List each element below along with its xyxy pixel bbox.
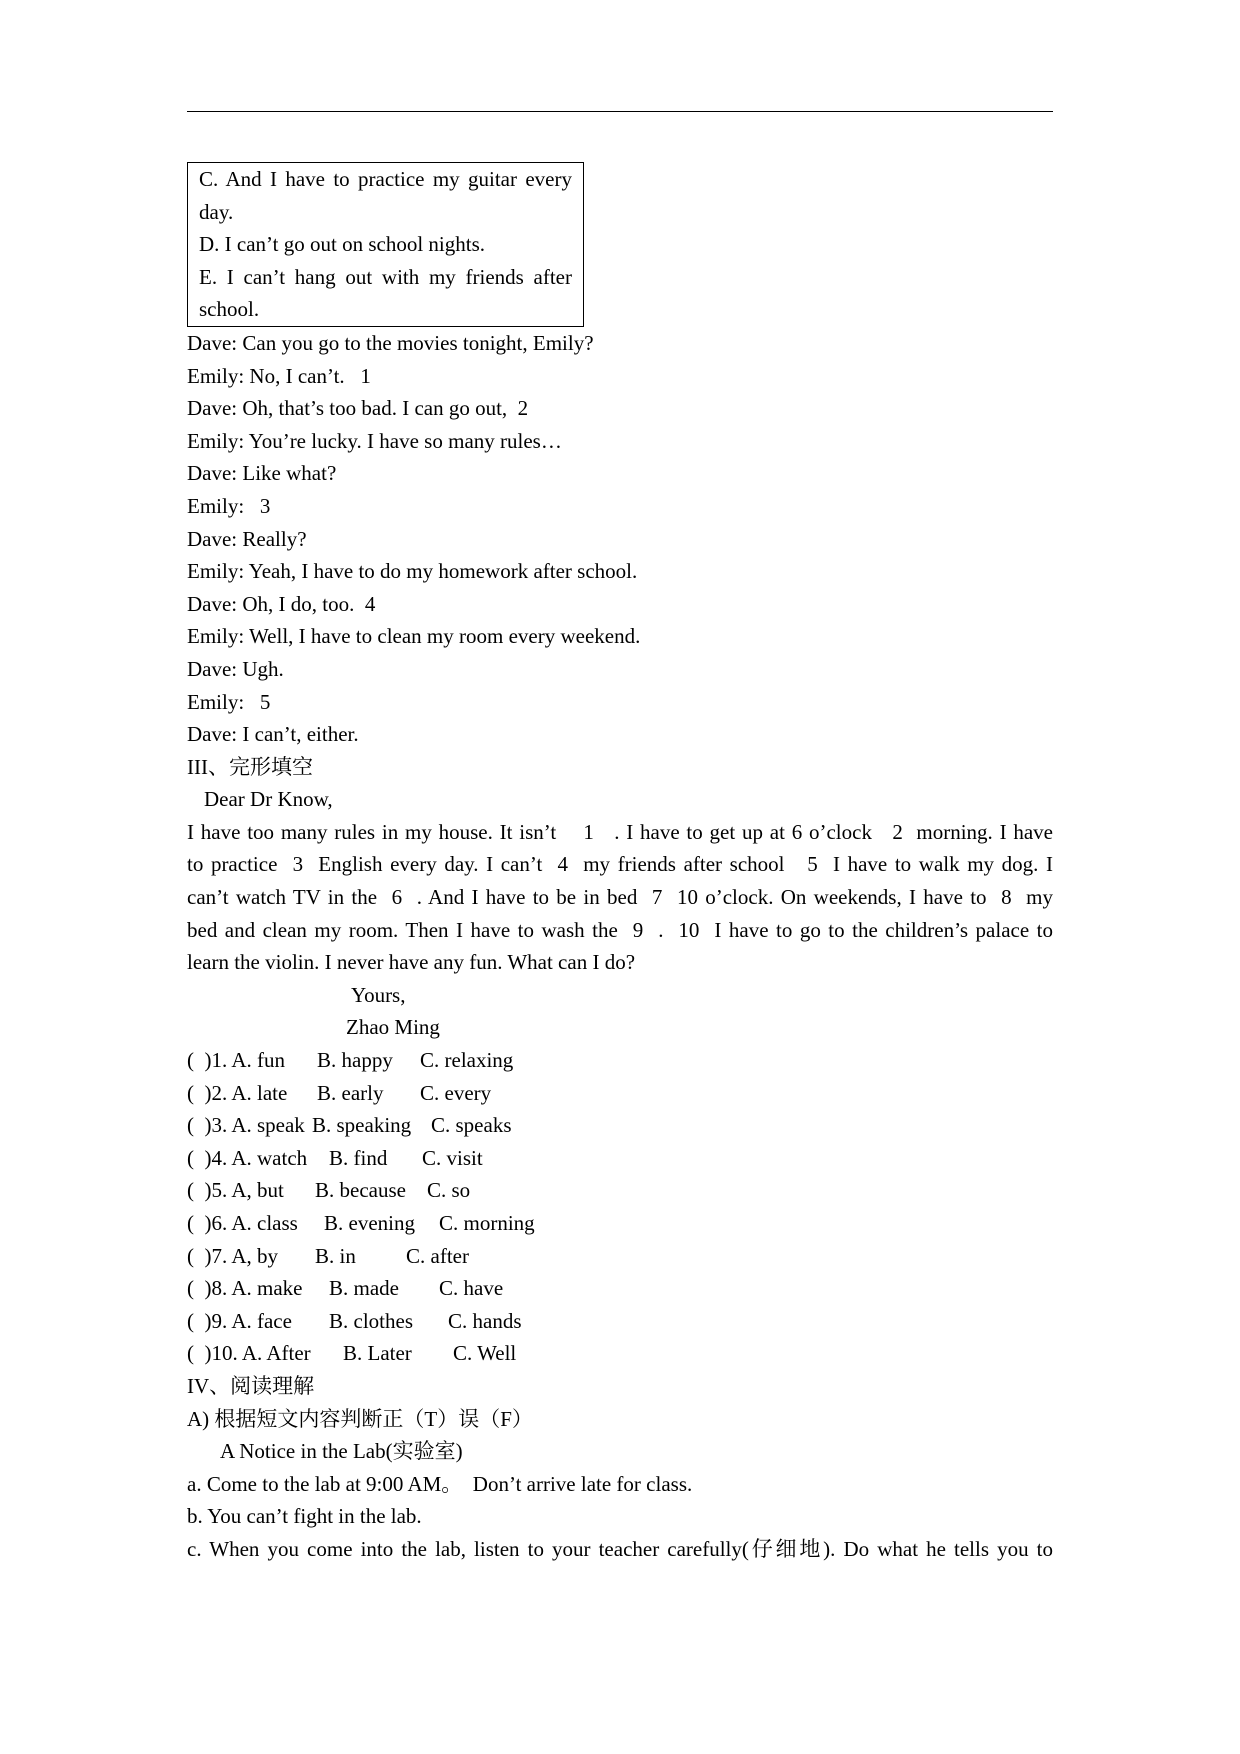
passage-line: learn the violin. I never have any fun. What can I do? — [187, 950, 636, 975]
question-option-a: ( )8. A. make — [187, 1276, 303, 1301]
dialogue-line: Emily: No, I can’t. 1 — [187, 363, 371, 388]
question-option-c: C. morning — [439, 1211, 535, 1235]
notice-rule: a. Come to the lab at 9:00 AM。 Don’t arrive late for class. — [187, 1471, 693, 1496]
question-row — [187, 1337, 1053, 1370]
section3-heading: III、完形填空 — [187, 754, 313, 779]
dialogue-line: Dave: Can you go to the movies tonight, Emily? — [187, 330, 594, 355]
question-option-c: C. speaks — [431, 1113, 512, 1138]
dialogue-line: Emily: 3 — [187, 493, 271, 518]
question-option-c: C. Well — [453, 1341, 517, 1366]
passage-line: bed and clean my room. Then I have to wash the 9 . 10 I have to go to the children’s palace to — [187, 917, 1053, 942]
dialogue-line: Emily: Yeah, I have to do my homework after school. — [187, 559, 638, 584]
question-option-b: B. because — [315, 1178, 406, 1203]
question-option-b: B. speaking — [312, 1113, 412, 1138]
question-row — [187, 1207, 1053, 1240]
header-rule — [187, 111, 1053, 112]
question-option-b: B. happy — [317, 1048, 393, 1073]
question-row — [187, 1174, 1053, 1207]
notice-title: A Notice in the Lab(实验室) — [220, 1439, 463, 1464]
question-row — [187, 1077, 1053, 1110]
dialogue — [187, 327, 1053, 751]
question-option-a: ( )9. A. face — [187, 1308, 292, 1333]
dialogue-line: Dave: I can’t, either. — [187, 722, 359, 747]
passage-line: can’t watch TV in the 6 . And I have to be in bed 7 10 o’clock. On weekends, I have to 8 my — [187, 885, 1053, 910]
option-d: D. I can’t go out on school nights. — [199, 232, 486, 257]
notice-rule: b. You can’t fight in the lab. — [187, 1504, 422, 1529]
question-option-a: ( )1. A. fun — [187, 1048, 285, 1073]
question-option-a: ( )6. A. class — [187, 1211, 298, 1235]
question-list — [187, 1044, 1053, 1370]
dialogue-line: Dave: Oh, I do, too. 4 — [187, 591, 376, 616]
question-option-a: ( )2. A. late — [187, 1080, 288, 1105]
letter-closing: Yours, — [351, 982, 406, 1007]
question-option-c: C. after — [406, 1243, 469, 1268]
question-option-a: ( )3. A. speak — [187, 1113, 305, 1138]
question-option-b: B. in — [315, 1243, 356, 1268]
letter-passage — [187, 816, 1053, 979]
question-row — [187, 1044, 1053, 1077]
dialogue-line: Emily: 5 — [187, 689, 271, 714]
question-option-c: C. have — [439, 1276, 504, 1301]
passage-line: I have too many rules in my house. It isn’t 1 . I have to get up at 6 o’clock 2 morning. I have — [187, 819, 1053, 844]
question-row — [187, 1240, 1053, 1273]
notice-rule: c. When you come into the lab, listen to your teacher carefully(仔细地). Do what he tells you to — [187, 1536, 1053, 1561]
dialogue-line: Dave: Oh, that’s too bad. I can go out, 2 — [187, 396, 529, 421]
question-option-c: C. visit — [422, 1145, 483, 1170]
dialogue-line: Emily: Well, I have to clean my room every weekend. — [187, 624, 641, 649]
options-box — [187, 162, 584, 327]
question-row — [187, 1142, 1053, 1175]
question-option-b: B. made — [329, 1276, 399, 1301]
question-option-a: ( )7. A, by — [187, 1243, 278, 1268]
section4-heading: IV、阅读理解 — [187, 1373, 315, 1398]
dialogue-line: Dave: Like what? — [187, 461, 337, 486]
question-row — [187, 1272, 1053, 1305]
question-option-b: B. evening — [324, 1211, 415, 1235]
question-option-c: C. every — [420, 1080, 492, 1105]
question-row — [187, 1109, 1053, 1142]
question-option-a: ( )10. A. After — [187, 1341, 311, 1366]
question-option-c: C. relaxing — [420, 1048, 514, 1073]
content — [187, 162, 1053, 1566]
dialogue-line: Dave: Really? — [187, 526, 307, 551]
question-option-c: C. hands — [448, 1308, 522, 1333]
letter-greeting: Dear Dr Know, — [204, 787, 333, 812]
passage-line: to practice 3 English every day. I can’t 4 my friends after school 5 I have to walk my dog. I — [187, 852, 1053, 877]
question-option-b: B. clothes — [329, 1308, 413, 1333]
dialogue-line: Dave: Ugh. — [187, 656, 284, 681]
question-option-b: B. early — [317, 1080, 384, 1105]
question-option-a: ( )5. A, but — [187, 1178, 284, 1203]
section4-subheading: A) 根据短文内容判断正（T）误（F） — [187, 1406, 533, 1431]
question-option-b: B. find — [329, 1145, 388, 1170]
question-option-b: B. Later — [343, 1341, 412, 1366]
question-option-c: C. so — [427, 1178, 471, 1203]
option-c: C. And I have to practice my guitar every day. — [199, 167, 572, 224]
question-option-a: ( )4. A. watch — [187, 1145, 308, 1170]
letter-signature: Zhao Ming — [346, 1015, 440, 1040]
question-row — [187, 1305, 1053, 1338]
option-e: E. I can’t hang out with my friends after school. — [199, 264, 572, 322]
dialogue-line: Emily: You’re lucky. I have so many rules… — [187, 428, 562, 453]
